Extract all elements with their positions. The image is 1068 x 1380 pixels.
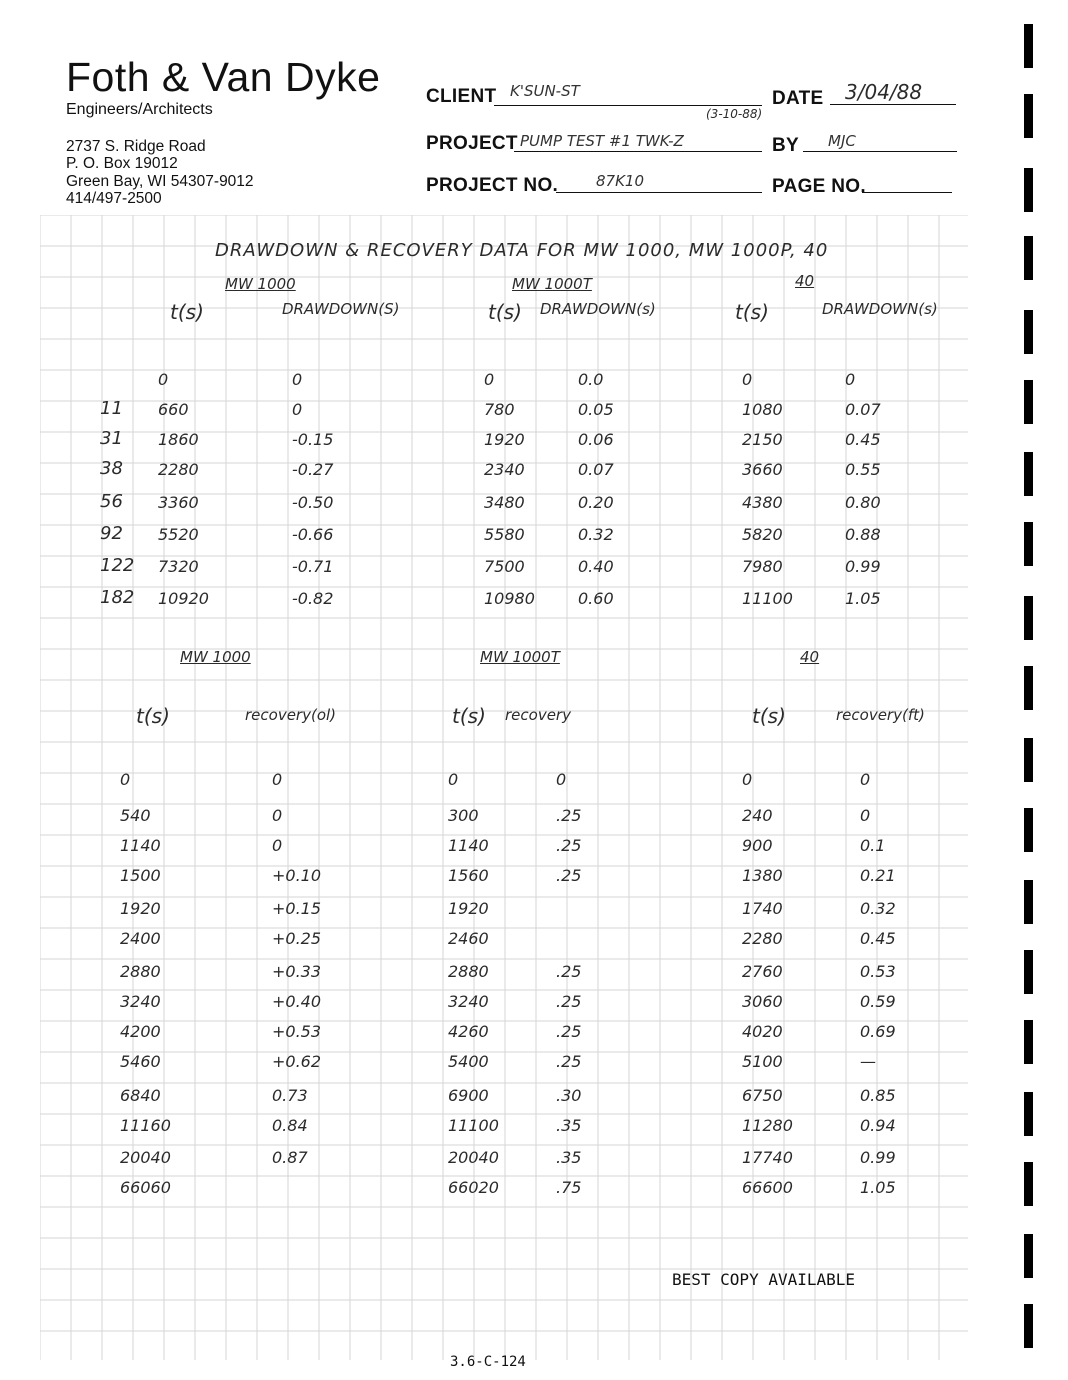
binder-tab-mark xyxy=(1024,452,1033,496)
project-no-line xyxy=(556,192,762,193)
binder-tab-mark xyxy=(1024,380,1033,424)
project-value: PUMP TEST #1 TWK-Z xyxy=(520,132,684,150)
recovery-value-cell: .25 xyxy=(556,806,582,825)
drawdown-v-header: DRAWDOWN(S) xyxy=(282,300,400,318)
drawdown-value-cell: 0.32 xyxy=(578,525,614,544)
recovery-value-cell: 0.21 xyxy=(860,866,896,885)
recovery-value-cell: 0 xyxy=(272,806,283,825)
recovery-value-cell: .25 xyxy=(556,1022,582,1041)
recovery-time-cell: 5100 xyxy=(742,1052,783,1071)
recovery-value-cell: +0.25 xyxy=(272,929,322,948)
recovery-time-cell: 2400 xyxy=(120,929,161,948)
recovery-time-cell: 11100 xyxy=(448,1116,499,1135)
recovery-value-cell: 0.94 xyxy=(860,1116,896,1135)
recovery-time-cell: 300 xyxy=(448,806,479,825)
drawdown-section-name: MW 1000T xyxy=(512,275,592,293)
project-no-label: PROJECT NO. xyxy=(426,175,559,196)
drawdown-time-cell: 10920 xyxy=(158,589,209,608)
recovery-t-header: t(s) xyxy=(752,704,786,728)
recovery-value-cell: 0.99 xyxy=(860,1148,896,1167)
recovery-value-cell: 0.85 xyxy=(860,1086,896,1105)
drawdown-v-header: DRAWDOWN(s) xyxy=(540,300,656,318)
drawdown-time-cell: 4380 xyxy=(742,493,783,512)
recovery-time-cell: 2760 xyxy=(742,962,783,981)
recovery-time-cell: 4200 xyxy=(120,1022,161,1041)
binder-tab-mark xyxy=(1024,522,1033,566)
drawdown-time-cell: 10980 xyxy=(484,589,535,608)
recovery-v-header: recovery(ol) xyxy=(245,706,337,724)
recovery-value-cell: 0.45 xyxy=(860,929,896,948)
recovery-time-cell: 2460 xyxy=(448,929,489,948)
drawdown-value-cell: -0.50 xyxy=(292,493,334,512)
binder-tab-mark xyxy=(1024,808,1033,852)
drawdown-value-cell: 0.60 xyxy=(578,589,614,608)
drawdown-time-cell: 2340 xyxy=(484,460,525,479)
drawdown-t-header: t(s) xyxy=(170,300,204,324)
graph-paper-grid xyxy=(40,215,968,1360)
client-value: K'SUN-ST xyxy=(510,82,580,100)
drawdown-time-cell: 0 xyxy=(484,370,495,389)
recovery-value-cell: .25 xyxy=(556,1052,582,1071)
by-label: BY xyxy=(772,135,799,156)
company-name: Foth & Van Dyke xyxy=(66,54,381,100)
recovery-time-cell: 1920 xyxy=(448,899,489,918)
project-label: PROJECT xyxy=(426,133,518,154)
drawdown-side-label: 92 xyxy=(100,523,123,544)
drawdown-t-header: t(s) xyxy=(488,300,522,324)
recovery-time-cell: 1920 xyxy=(120,899,161,918)
recovery-time-cell: 1560 xyxy=(448,866,489,885)
drawdown-value-cell: 0.99 xyxy=(845,557,881,576)
recovery-value-cell: .35 xyxy=(556,1116,582,1135)
binder-tab-mark xyxy=(1024,596,1033,640)
drawdown-side-label: 56 xyxy=(100,491,123,512)
drawdown-value-cell: -0.82 xyxy=(292,589,334,608)
drawdown-value-cell: -0.27 xyxy=(292,460,334,479)
recovery-time-cell: 900 xyxy=(742,836,773,855)
drawdown-value-cell: 0.80 xyxy=(845,493,881,512)
client-label: CLIENT xyxy=(426,86,497,107)
recovery-time-cell: 3240 xyxy=(120,992,161,1011)
recovery-time-cell: 6750 xyxy=(742,1086,783,1105)
recovery-value-cell: 0 xyxy=(556,770,567,789)
recovery-time-cell: 6840 xyxy=(120,1086,161,1105)
recovery-time-cell: 6900 xyxy=(448,1086,489,1105)
recovery-time-cell: 4260 xyxy=(448,1022,489,1041)
drawdown-value-cell: 0.55 xyxy=(845,460,881,479)
recovery-time-cell: 20040 xyxy=(448,1148,499,1167)
drawdown-value-cell: 0.07 xyxy=(845,400,881,419)
binder-tab-mark xyxy=(1024,1020,1033,1064)
drawdown-time-cell: 5580 xyxy=(484,525,525,544)
drawdown-time-cell: 0 xyxy=(742,370,753,389)
drawdown-value-cell: 1.05 xyxy=(845,589,881,608)
recovery-time-cell: 240 xyxy=(742,806,773,825)
recovery-value-cell: 0 xyxy=(860,806,871,825)
recovery-time-cell: 66600 xyxy=(742,1178,793,1197)
binder-tab-mark xyxy=(1024,310,1033,354)
binder-tab-mark xyxy=(1024,24,1033,68)
drawdown-side-label: 11 xyxy=(100,398,123,419)
recovery-value-cell: 0.87 xyxy=(272,1148,308,1167)
recovery-value-cell: 1.05 xyxy=(860,1178,896,1197)
project-no-value: 87K10 xyxy=(596,172,645,190)
recovery-time-cell: 3060 xyxy=(742,992,783,1011)
recovery-time-cell: 5460 xyxy=(120,1052,161,1071)
drawdown-value-cell: -0.15 xyxy=(292,430,334,449)
recovery-time-cell: 540 xyxy=(120,806,151,825)
drawdown-side-label: 182 xyxy=(100,587,135,608)
recovery-value-cell: +0.40 xyxy=(272,992,322,1011)
address-line-4: 414/497-2500 xyxy=(66,190,162,207)
drawdown-t-header: t(s) xyxy=(735,300,769,324)
drawdown-value-cell: 0 xyxy=(292,370,303,389)
recovery-t-header: t(s) xyxy=(452,704,486,728)
page-no-label: PAGE NO. xyxy=(772,176,866,197)
best-copy-note: BEST COPY AVAILABLE xyxy=(672,1270,856,1289)
date-note: (3-10-88) xyxy=(706,107,763,121)
recovery-time-cell: 4020 xyxy=(742,1022,783,1041)
date-value: 3/04/88 xyxy=(845,80,923,104)
drawdown-v-header: DRAWDOWN(s) xyxy=(822,300,938,318)
recovery-value-cell: +0.15 xyxy=(272,899,322,918)
recovery-time-cell: 0 xyxy=(448,770,459,789)
binder-tab-mark xyxy=(1024,950,1033,994)
address-line-1: 2737 S. Ridge Road xyxy=(66,138,206,155)
recovery-time-cell: 2280 xyxy=(742,929,783,948)
drawdown-time-cell: 3480 xyxy=(484,493,525,512)
drawdown-side-label: 31 xyxy=(100,428,123,449)
recovery-value-cell: .25 xyxy=(556,992,582,1011)
sheet-title: DRAWDOWN & RECOVERY DATA FOR MW 1000, MW 1000P, 40 xyxy=(215,240,829,261)
drawdown-time-cell: 780 xyxy=(484,400,515,419)
drawdown-time-cell: 0 xyxy=(158,370,169,389)
recovery-value-cell: .30 xyxy=(556,1086,582,1105)
binder-tab-mark xyxy=(1024,880,1033,924)
company-subtitle: Engineers/Architects xyxy=(66,101,213,118)
recovery-value-cell: 0.32 xyxy=(860,899,896,918)
recovery-value-cell: 0.73 xyxy=(272,1086,308,1105)
drawdown-time-cell: 5820 xyxy=(742,525,783,544)
drawdown-section-name: 40 xyxy=(795,272,815,290)
recovery-time-cell: 3240 xyxy=(448,992,489,1011)
recovery-section-name: MW 1000T xyxy=(480,648,560,666)
recovery-time-cell: 0 xyxy=(120,770,131,789)
drawdown-section-name: MW 1000 xyxy=(225,275,296,293)
drawdown-value-cell: 0.88 xyxy=(845,525,881,544)
binder-tab-mark xyxy=(1024,1092,1033,1136)
drawdown-time-cell: 5520 xyxy=(158,525,199,544)
drawdown-time-cell: 7980 xyxy=(742,557,783,576)
drawdown-value-cell: 0.40 xyxy=(578,557,614,576)
drawdown-value-cell: -0.66 xyxy=(292,525,334,544)
recovery-value-cell: 0.69 xyxy=(860,1022,896,1041)
drawdown-value-cell: 0 xyxy=(845,370,856,389)
drawdown-time-cell: 7320 xyxy=(158,557,199,576)
drawdown-value-cell: 0.07 xyxy=(578,460,614,479)
recovery-section-name: MW 1000 xyxy=(180,648,251,666)
recovery-time-cell: 66020 xyxy=(448,1178,499,1197)
recovery-time-cell: 1140 xyxy=(448,836,489,855)
recovery-time-cell: 20040 xyxy=(120,1148,171,1167)
drawdown-time-cell: 3360 xyxy=(158,493,199,512)
recovery-value-cell: 0.59 xyxy=(860,992,896,1011)
recovery-value-cell: .25 xyxy=(556,962,582,981)
recovery-v-header: recovery(ft) xyxy=(836,706,925,724)
recovery-time-cell: 5400 xyxy=(448,1052,489,1071)
recovery-t-header: t(s) xyxy=(136,704,170,728)
drawdown-time-cell: 1860 xyxy=(158,430,199,449)
recovery-value-cell: 0 xyxy=(272,770,283,789)
address-line-2: P. O. Box 19012 xyxy=(66,155,178,172)
recovery-time-cell: 0 xyxy=(742,770,753,789)
drawdown-value-cell: 0.0 xyxy=(578,370,604,389)
drawdown-time-cell: 1080 xyxy=(742,400,783,419)
recovery-value-cell: +0.10 xyxy=(272,866,322,885)
recovery-time-cell: 2880 xyxy=(120,962,161,981)
recovery-time-cell: 17740 xyxy=(742,1148,793,1167)
recovery-time-cell: 2880 xyxy=(448,962,489,981)
drawdown-time-cell: 7500 xyxy=(484,557,525,576)
recovery-time-cell: 11160 xyxy=(120,1116,171,1135)
recovery-time-cell: 11280 xyxy=(742,1116,793,1135)
drawdown-time-cell: 3660 xyxy=(742,460,783,479)
drawdown-value-cell: 0.06 xyxy=(578,430,614,449)
page-code: 3.6-C-124 xyxy=(450,1354,526,1370)
drawdown-time-cell: 2150 xyxy=(742,430,783,449)
binder-tab-mark xyxy=(1024,738,1033,782)
recovery-value-cell: 0.53 xyxy=(860,962,896,981)
recovery-value-cell: +0.53 xyxy=(272,1022,322,1041)
address-line-3: Green Bay, WI 54307-9012 xyxy=(66,173,254,190)
drawdown-time-cell: 11100 xyxy=(742,589,793,608)
binder-tab-mark xyxy=(1024,168,1033,212)
binder-tab-mark xyxy=(1024,236,1033,280)
recovery-value-cell: 0 xyxy=(272,836,283,855)
recovery-value-cell: .35 xyxy=(556,1148,582,1167)
date-label: DATE xyxy=(772,88,824,109)
recovery-value-cell: .25 xyxy=(556,866,582,885)
recovery-time-cell: 1380 xyxy=(742,866,783,885)
recovery-value-cell: 0 xyxy=(860,770,871,789)
drawdown-time-cell: 2280 xyxy=(158,460,199,479)
recovery-value-cell: .75 xyxy=(556,1178,582,1197)
drawdown-side-label: 38 xyxy=(100,458,123,479)
page-no-line xyxy=(862,192,952,193)
drawdown-time-cell: 1920 xyxy=(484,430,525,449)
recovery-time-cell: 1140 xyxy=(120,836,161,855)
drawdown-time-cell: 660 xyxy=(158,400,189,419)
binder-tab-mark xyxy=(1024,1162,1033,1206)
project-line xyxy=(514,151,762,152)
date-line xyxy=(830,104,956,105)
recovery-time-cell: 66060 xyxy=(120,1178,171,1197)
recovery-section-name: 40 xyxy=(800,648,820,666)
by-line xyxy=(803,151,957,152)
binder-tab-mark xyxy=(1024,94,1033,138)
drawdown-side-label: 122 xyxy=(100,555,135,576)
recovery-value-cell: +0.62 xyxy=(272,1052,322,1071)
recovery-value-cell: +0.33 xyxy=(272,962,322,981)
drawdown-value-cell: 0.20 xyxy=(578,493,614,512)
binder-tab-mark xyxy=(1024,1234,1033,1278)
recovery-time-cell: 1740 xyxy=(742,899,783,918)
client-line xyxy=(494,105,762,106)
drawdown-value-cell: 0.05 xyxy=(578,400,614,419)
recovery-value-cell: 0.84 xyxy=(272,1116,308,1135)
recovery-time-cell: 1500 xyxy=(120,866,161,885)
drawdown-value-cell: 0.45 xyxy=(845,430,881,449)
drawdown-value-cell: -0.71 xyxy=(292,557,334,576)
recovery-value-cell: 0.1 xyxy=(860,836,886,855)
recovery-value-cell: .25 xyxy=(556,836,582,855)
recovery-v-header: recovery xyxy=(505,706,571,724)
recovery-value-cell: — xyxy=(860,1052,876,1071)
binder-tab-mark xyxy=(1024,666,1033,710)
by-value: MJC xyxy=(828,132,856,150)
drawdown-value-cell: 0 xyxy=(292,400,303,419)
binder-tab-mark xyxy=(1024,1304,1033,1348)
